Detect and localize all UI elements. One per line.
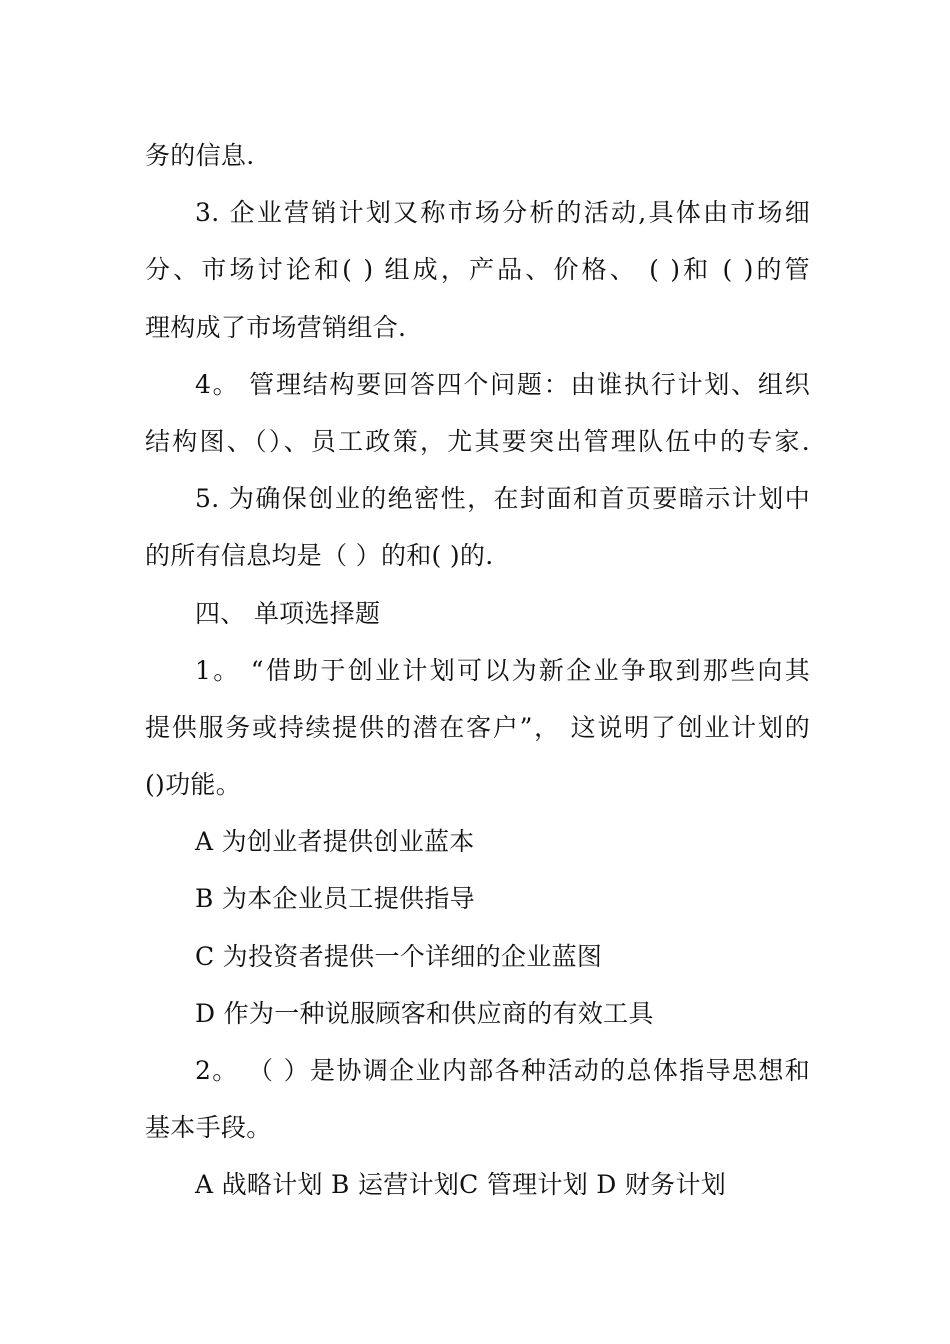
choice-2-line-2: 基本手段。: [145, 1113, 272, 1143]
section-heading: 四、 单项选择题: [195, 598, 381, 628]
question-3-line-1: 3. 企业营销计划又称市场分析的活动,具体由市场细: [195, 198, 810, 228]
question-3-line-2: 分、市场讨论和( ) 组成，产品、价格、 ( )和 ( )的管: [145, 255, 810, 285]
choice-2-options: A 战略计划 B 运营计划C 管理计划 D 财务计划: [195, 1170, 727, 1200]
question-5-line-1: 5. 为确保创业的绝密性，在封面和首页要暗示计划中: [195, 484, 810, 514]
choice-1-option-b: B 为本企业员工提供指导: [195, 884, 475, 914]
choice-1-line-2: 提供服务或持续提供的潜在客户”， 这说明了创业计划的: [145, 712, 810, 742]
question-5-line-2: 的所有信息均是（ ）的和( )的.: [145, 541, 494, 571]
choice-2-line-1: 2。 （ ）是协调企业内部各种活动的总体指导思想和: [195, 1056, 810, 1085]
choice-1-line-1: 1。 “借助于创业计划可以为新企业争取到那些向其: [195, 655, 810, 685]
choice-1-line-3: ()功能。: [145, 770, 242, 800]
choice-1-option-d: D 作为一种说服顾客和供应商的有效工具: [195, 998, 654, 1028]
choice-1-option-c: C 为投资者提供一个详细的企业蓝图: [195, 941, 603, 971]
question-4-line-1: 4。 管理结构要回答四个问题：由谁执行计划、组织: [195, 369, 810, 399]
choice-1-option-a: A 为创业者提供创业蓝本: [195, 827, 475, 857]
document-page: [145, 127, 810, 1214]
question-3-line-3: 理构成了市场营销组合.: [145, 312, 407, 342]
text-line-1: 务的信息.: [145, 141, 255, 170]
question-4-line-2: 结构图、（）、员工政策，尤其要突出管理队伍中的专家.: [145, 426, 810, 456]
